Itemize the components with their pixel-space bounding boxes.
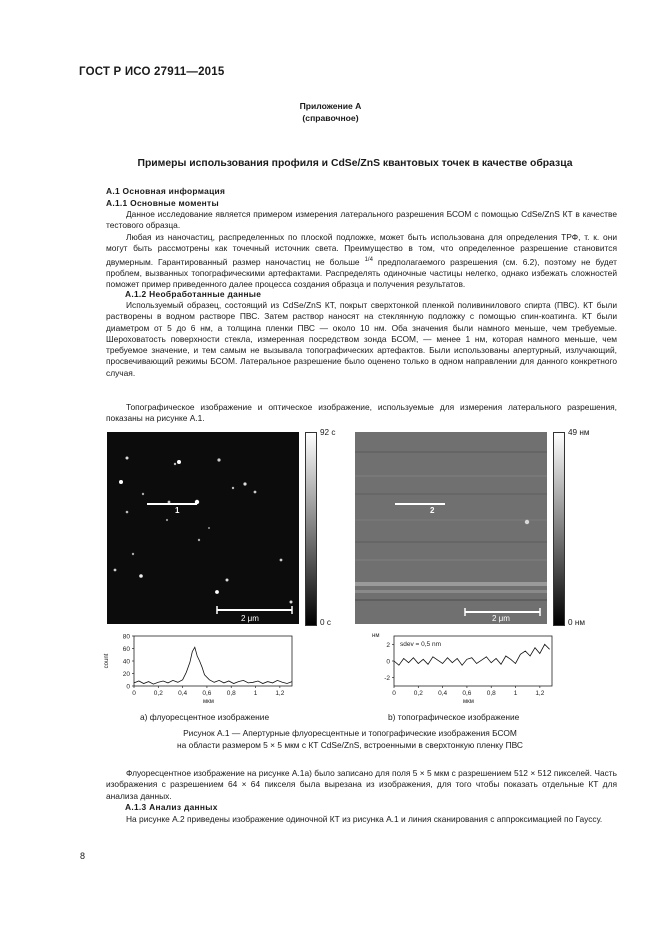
x-tick-label: 0 <box>132 690 136 697</box>
y-axis-label: нм <box>372 633 380 639</box>
colorbar-max-right: 49 нм <box>568 428 590 437</box>
paragraph-1: Данное исследование является примером измерения латерального разрешения БСОМ с помощью CdSe/ZnS КТ в качестве тестового образца. <box>106 209 617 231</box>
x-axis-label: мкм <box>203 699 214 705</box>
topography-texture <box>355 432 547 624</box>
scale-bar-label-left: 2 μm <box>241 614 259 623</box>
x-tick-label: 1 <box>513 690 518 697</box>
colorbar-min-left: 0 с <box>320 618 331 627</box>
figure-caption-line-1: Рисунок А.1 — Апертурные флуоресцентные и топографические изображения БСОМ <box>183 728 517 738</box>
page-number: 8 <box>80 851 86 861</box>
y-tick-label: -2 <box>384 675 390 683</box>
colorbar-max-left: 92 с <box>320 428 336 437</box>
fluorescence-spots <box>107 432 299 624</box>
x-tick-label: 0,8 <box>486 690 496 697</box>
x-tick-label: 0,6 <box>202 690 212 697</box>
annex-label: Приложение А <box>299 101 362 111</box>
figure-caption-line-2: на области размером 5 × 5 мкм с КТ CdSe/ZnS, встроенными в сверхтонкую пленку ПВС <box>177 739 523 750</box>
document-header: ГОСТ Р ИСО 27911—2015 <box>79 66 225 78</box>
profile-line <box>134 647 292 684</box>
x-tick-label: 0 <box>392 690 396 697</box>
x-tick-label: 0,8 <box>226 690 236 697</box>
x-tick-label: 1,2 <box>275 690 285 697</box>
x-tick-label: 0,4 <box>178 690 188 697</box>
x-tick-label: 1,2 <box>535 690 545 697</box>
y-tick-label: 2 <box>386 641 390 649</box>
fluorescence-profile-chart <box>100 628 300 706</box>
section-a13: А.1.3 Анализ данных <box>125 802 218 812</box>
scale-bar-label-right: 2 μm <box>492 614 510 623</box>
paragraph-3: Используемый образец, состоящий из CdSe/ZnS КТ, покрыт сверхтонкой пленкой поливинилового спирта (ПВС). КТ были растворены в водном растворе ПВС. Затем раствор наносят на стеклянную подложку с помощью спин-коатинга. КТ были диаметром от 5 до 6 нм, а толщина пленки ПВС — около 10 нм. Оба значения были намного меньше, чем требуемые. Шероховатость поверхности стекла, измеренная посредством зонда БСОМ, — менее 1 нм, которая намного меньше, чем требуемое значение, и тем самым не вызывала топографических артефактов. Были использованы апертурный, излучающий, просвечивающий режимы БСОМ. Латеральное разрешение было оценено только в одном направлении для данного конкретного случая. <box>106 300 617 378</box>
scan-line-1-label: 1 <box>175 506 180 515</box>
paragraph-2: Любая из наночастиц, распределенных по плоской подложке, может быть использована для определения ТРФ, т. к. они могут быть рассмотрены как точечный источник света. Преимущество в том, что определенное разрешение становится двумерным. Гарантированный размер наночастиц не больше $^{1/4}$ предполагаемого разрешения (см. 6.2), поэтому не будет проблем, вызванных топографическими артефактами. Распределять одиночные частицы нелегко, однако избежать сложностей поможет пример приведенного далее процесса создания образца и получения результатов. <box>106 232 617 289</box>
figure-caption <box>80 728 620 751</box>
caption-b: b) топографическое изображение <box>388 712 520 722</box>
y-tick-label: 0 <box>126 683 130 691</box>
x-axis-label: мкм <box>463 699 474 705</box>
y-axis-label: count <box>104 653 110 669</box>
section-a1: А.1 Основная информация <box>106 186 226 196</box>
section-a11: А.1.1 Основные моменты <box>106 198 219 208</box>
x-tick-label: 0,6 <box>462 690 472 697</box>
annex-heading <box>0 100 661 124</box>
topography-image <box>355 432 547 624</box>
fluorescence-colorbar <box>305 432 317 626</box>
plot-frame <box>134 636 292 686</box>
y-tick-label: 0 <box>386 658 390 666</box>
x-tick-label: 0,2 <box>153 690 163 697</box>
x-tick-label: 0,2 <box>413 690 423 697</box>
topography-profile-chart <box>360 628 560 706</box>
y-tick-label: 60 <box>122 646 130 653</box>
annex-title: Примеры использования профиля и CdSe/ZnS квантовых точек в качестве образца <box>137 158 573 169</box>
fluorescence-image <box>107 432 299 624</box>
colorbar-min-right: 0 нм <box>568 618 585 627</box>
caption-a: а) флуоресцентное изображение <box>140 712 270 722</box>
topography-colorbar <box>553 432 565 626</box>
y-tick-label: 80 <box>122 633 130 641</box>
x-tick-label: 0,4 <box>438 690 448 697</box>
x-tick-label: 1 <box>253 690 258 697</box>
y-tick-label: 40 <box>122 658 130 666</box>
annex-type: (справочное) <box>302 113 359 123</box>
scan-line-2-label: 2 <box>430 506 435 515</box>
paragraph-4: Топографическое изображение и оптическое изображение, используемые для измерения латерального разрешения, показаны на рисунке А.1. <box>106 402 617 424</box>
sdev-annotation: sdev = 0,5 nm <box>400 641 442 648</box>
paragraph-5: Флуоресцентное изображение на рисунке А.1а) было записано для поля 5 × 5 мкм с разрешением 512 × 512 пикселей. Часть изображения с разрешением 64 × 64 пикселя была вырезана из изображения, для того чтобы показать отдельные КТ для анализа данных. <box>106 768 617 801</box>
y-tick-label: 20 <box>122 671 130 678</box>
paragraph-6: На рисунке А.2 приведены изображение одиночной КТ из рисунка А.1 и линия сканирования с аппроксимацией по Гауссу. <box>126 814 603 824</box>
section-a12: А.1.2 Необработанные данные <box>125 289 262 299</box>
